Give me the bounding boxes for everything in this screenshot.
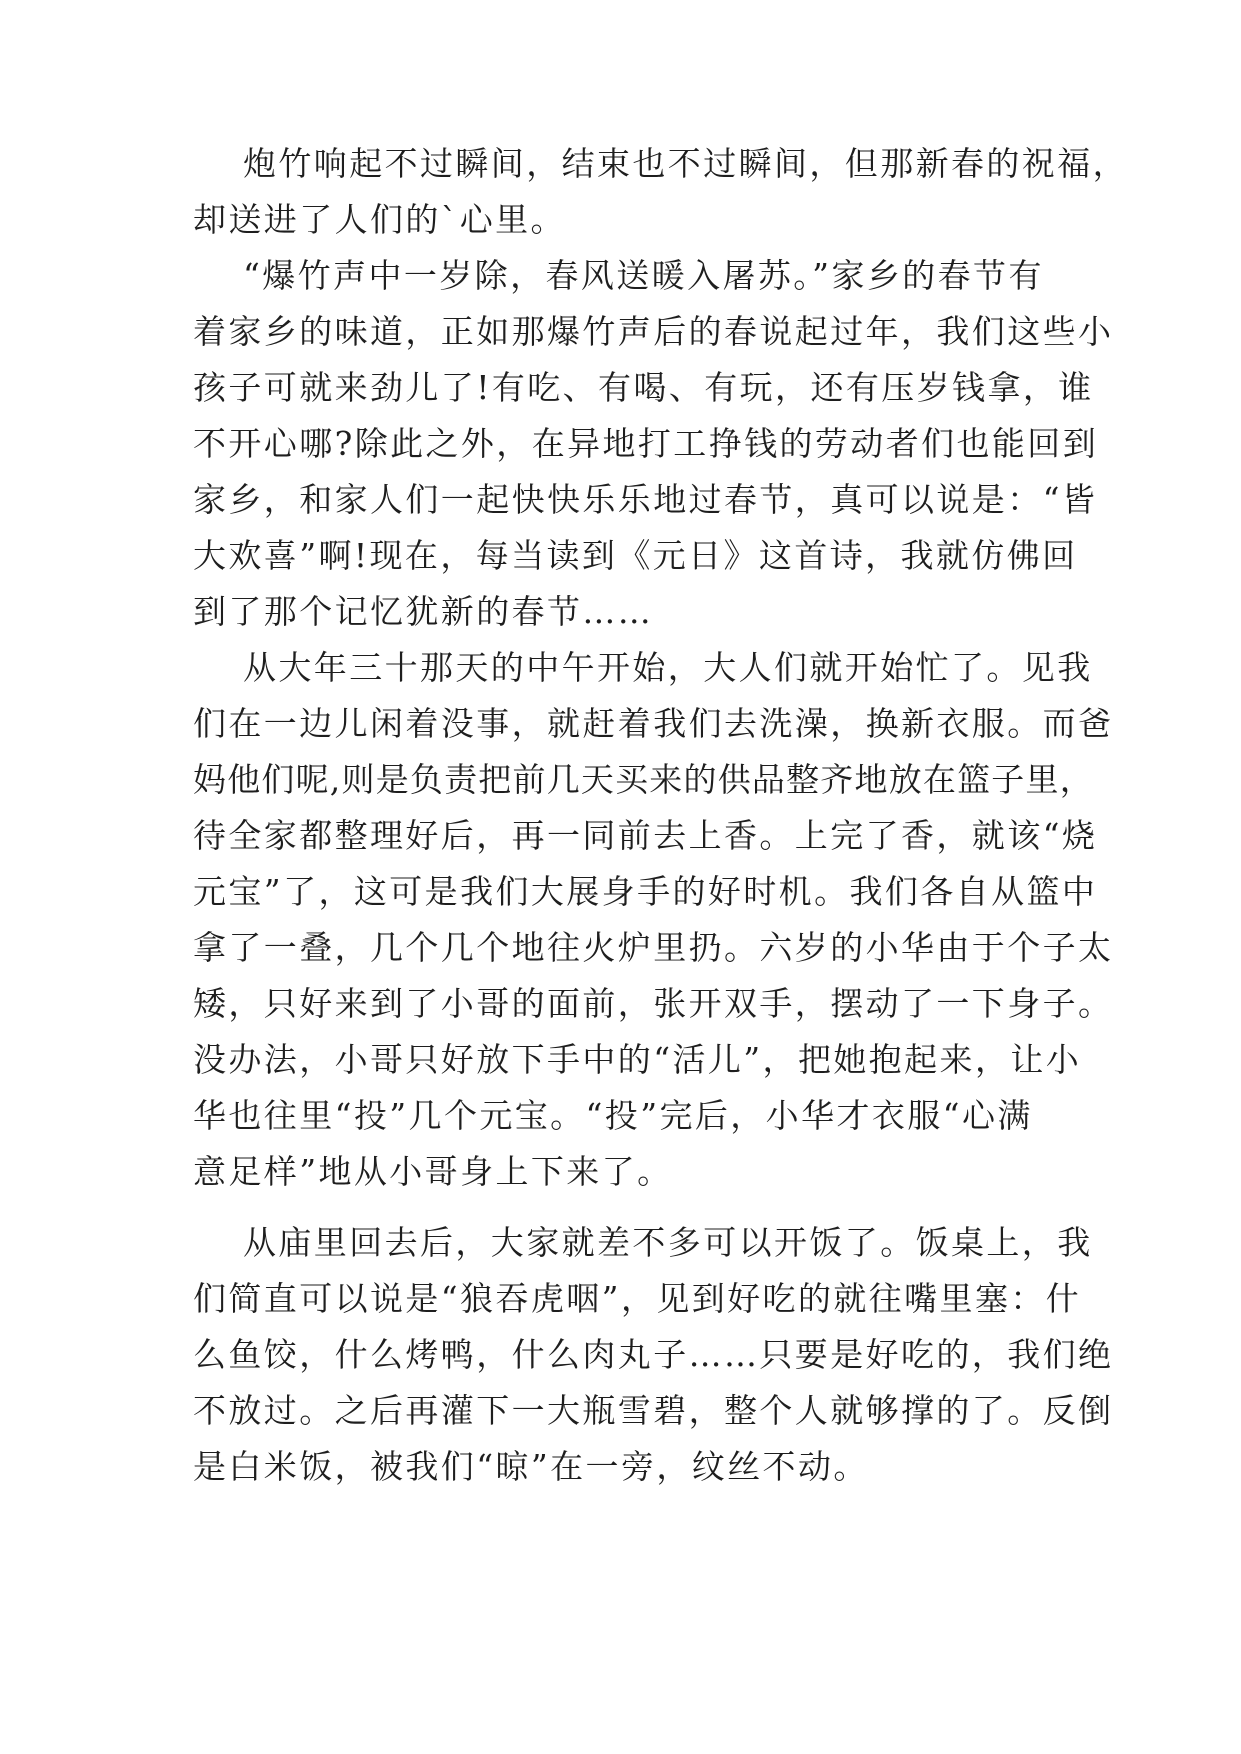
text-line: 华也往里“投”几个元宝。“投”完后，小华才衣服“心满 (193, 1096, 1033, 1135)
text-line: 从大年三十那天的中午开始，大人们就开始忙了。见我 (243, 648, 1093, 687)
text-line: 没办法，小哥只好放下手中的“活儿”，把她抱起来，让小 (193, 1040, 1082, 1079)
text-line: 到了那个记忆犹新的春节…… (193, 592, 654, 631)
text-line: 炮竹响起不过瞬间，结束也不过瞬间，但那新春的祝福， (243, 144, 1128, 183)
text-line: 不开心哪?除此之外，在异地打工挣钱的劳动者们也能回到 (193, 424, 1099, 463)
text-line: 却送进了人们的`心里。 (193, 200, 566, 239)
text-line: 意足样”地从小哥身上下来了。 (193, 1152, 673, 1191)
text-line: 么鱼饺，什么烤鸭，什么肉丸子……只要是好吃的，我们绝 (193, 1335, 1114, 1374)
text-line: 妈他们呢,则是负责把前几天买来的供品整齐地放在篮子里， (193, 760, 1094, 799)
text-line: 拿了一叠，几个几个地往火炉里扔。六岁的小华由于个子太 (193, 928, 1114, 967)
text-line: 家乡，和家人们一起快快乐乐地过春节，真可以说是：“皆 (193, 480, 1098, 519)
text-line: 着家乡的味道，正如那爆竹声后的春说起过年，我们这些小 (193, 312, 1114, 351)
text-line: 大欢喜”啊!现在，每当读到《元日》这首诗，我就仿佛回 (193, 536, 1078, 575)
text-line: 元宝”了，这可是我们大展身手的好时机。我们各自从篮中 (193, 872, 1098, 911)
text-line: 是白米饭，被我们“晾”在一旁，纹丝不动。 (193, 1447, 869, 1486)
text-line: 们在一边儿闲着没事，就赶着我们去洗澡，换新衣服。而爸 (193, 704, 1114, 743)
text-line: 待全家都整理好后，再一同前去上香。上完了香，就该“烧 (193, 816, 1098, 855)
text-line: 矮，只好来到了小哥的面前，张开双手，摆动了一下身子。 (193, 984, 1114, 1023)
text-line: 不放过。之后再灌下一大瓶雪碧，整个人就够撑的了。反倒 (193, 1391, 1114, 1430)
text-line: 们简直可以说是“狼吞虎咽”，见到好吃的就往嘴里塞：什 (193, 1279, 1082, 1318)
text-line: 孩子可就来劲儿了!有吃、有喝、有玩，还有压岁钱拿，谁 (193, 368, 1094, 407)
text-line: 从庙里回去后，大家就差不多可以开饭了。饭桌上，我 (243, 1223, 1093, 1262)
text-line: “爆竹声中一岁除，春风送暖入屠苏。”家乡的春节有 (243, 256, 1044, 295)
